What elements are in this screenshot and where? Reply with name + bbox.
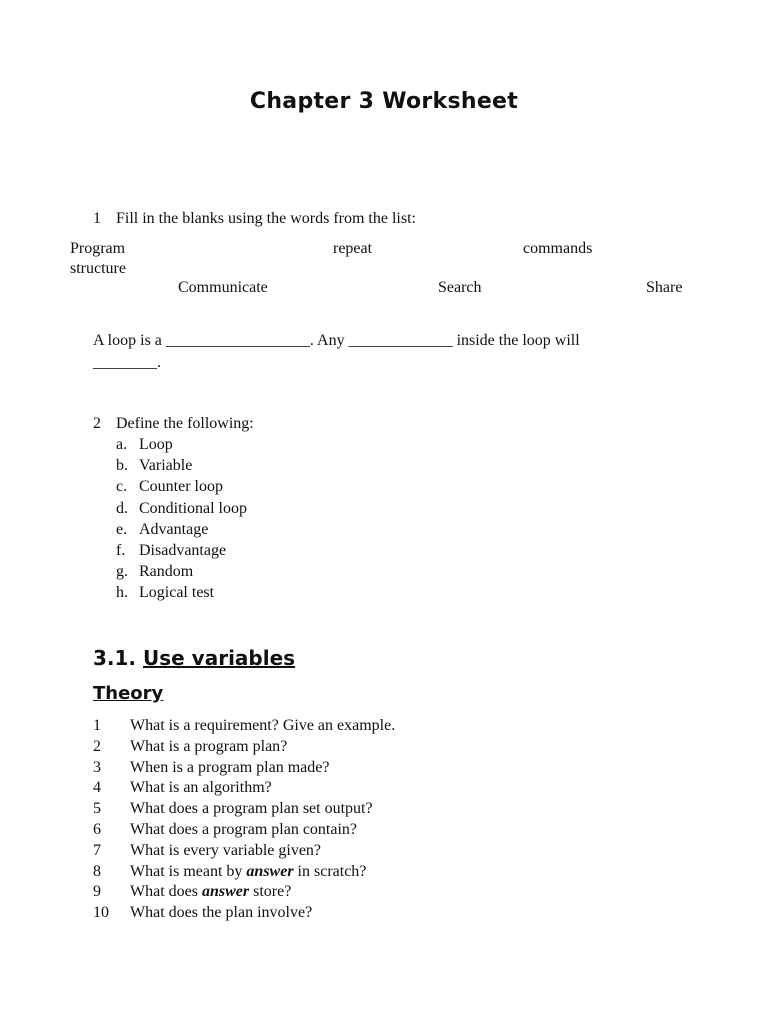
theory-question-list [93, 715, 395, 923]
question-text: What does a program plan set output? [130, 800, 373, 818]
question-text: What is an algorithm? [130, 779, 272, 797]
list-item [116, 519, 247, 540]
word-list-item: Search [438, 279, 482, 296]
list-item-text: Counter loop [139, 478, 223, 496]
list-item [93, 819, 395, 840]
list-item-text: Loop [139, 436, 173, 453]
fill-in-sentence-line-1: A loop is a __________________. Any _____________ inside the loop will [93, 332, 580, 349]
fill-in-sentence-line-2: ________. [93, 354, 161, 371]
word-list-item: Share [646, 279, 683, 296]
list-item-text: Advantage [139, 520, 209, 538]
list-marker: e. [116, 520, 128, 538]
list-item [93, 798, 395, 819]
list-item [116, 561, 247, 582]
question-number: 1 [93, 717, 101, 734]
question-text: When is a program plan made? [130, 758, 330, 776]
list-item [93, 736, 395, 757]
question-number: 4 [93, 779, 101, 797]
question-number: 3 [93, 758, 101, 776]
question-text: What does [130, 883, 202, 901]
question-text: What is meant by [130, 862, 247, 880]
question-number: 2 [93, 737, 101, 755]
word-list-item: repeat [333, 240, 373, 257]
list-marker: g. [116, 563, 128, 581]
list-item [116, 540, 247, 561]
list-item-text: Variable [139, 457, 193, 475]
question-text: What is a requirement? Give an example. [130, 717, 396, 734]
question-text-end: store? [249, 883, 292, 901]
question-2-instruction: Define the following: [116, 415, 254, 432]
question-text-end: in scratch? [293, 862, 367, 880]
emphasized-term: answer [246, 862, 294, 880]
word-list-item: Communicate [178, 279, 268, 296]
list-item [116, 582, 247, 603]
list-item-text: Conditional loop [139, 499, 247, 517]
question-text: What is a program plan? [130, 737, 288, 755]
question-text: What does the plan involve? [130, 904, 313, 922]
list-marker: d. [116, 499, 128, 517]
list-marker: c. [116, 478, 128, 496]
list-item [93, 881, 395, 902]
list-marker: f. [116, 541, 126, 559]
question-number: 9 [93, 883, 101, 901]
section-title: Use variables [143, 646, 296, 670]
question-1-number: 1 [93, 210, 101, 227]
question-number: 5 [93, 800, 101, 818]
list-marker: a. [116, 436, 128, 453]
emphasized-term: answer [201, 883, 250, 901]
section-heading [93, 645, 295, 671]
definition-list [116, 434, 247, 604]
list-item [116, 498, 247, 519]
list-item-text: Logical test [139, 584, 215, 602]
section-number: 3.1. [93, 646, 137, 670]
list-item [93, 715, 395, 736]
list-item [93, 840, 395, 861]
question-text: What does a program plan contain? [130, 820, 358, 838]
question-text: What is every variable given? [130, 841, 322, 859]
question-number: 8 [93, 862, 101, 880]
list-marker: b. [116, 457, 128, 475]
question-2-number: 2 [93, 415, 101, 432]
subheading-theory: Theory [93, 683, 164, 704]
word-list-item: Program [70, 240, 126, 257]
question-number: 6 [93, 820, 101, 838]
page-title: Chapter 3 Worksheet [249, 89, 519, 114]
list-item [116, 434, 247, 455]
list-item [93, 757, 395, 778]
list-item-text: Disadvantage [139, 541, 227, 559]
list-item [116, 455, 247, 476]
list-item [93, 902, 395, 923]
word-list-item: commands [523, 240, 593, 257]
list-marker: h. [116, 584, 128, 602]
question-number: 7 [93, 841, 101, 859]
question-1-instruction: Fill in the blanks using the words from the list: [116, 210, 416, 227]
word-list-item: structure [70, 260, 126, 277]
list-item [116, 476, 247, 497]
list-item-text: Random [139, 563, 194, 581]
list-item [93, 777, 395, 798]
list-item [93, 861, 395, 882]
question-number: 10 [93, 904, 109, 922]
